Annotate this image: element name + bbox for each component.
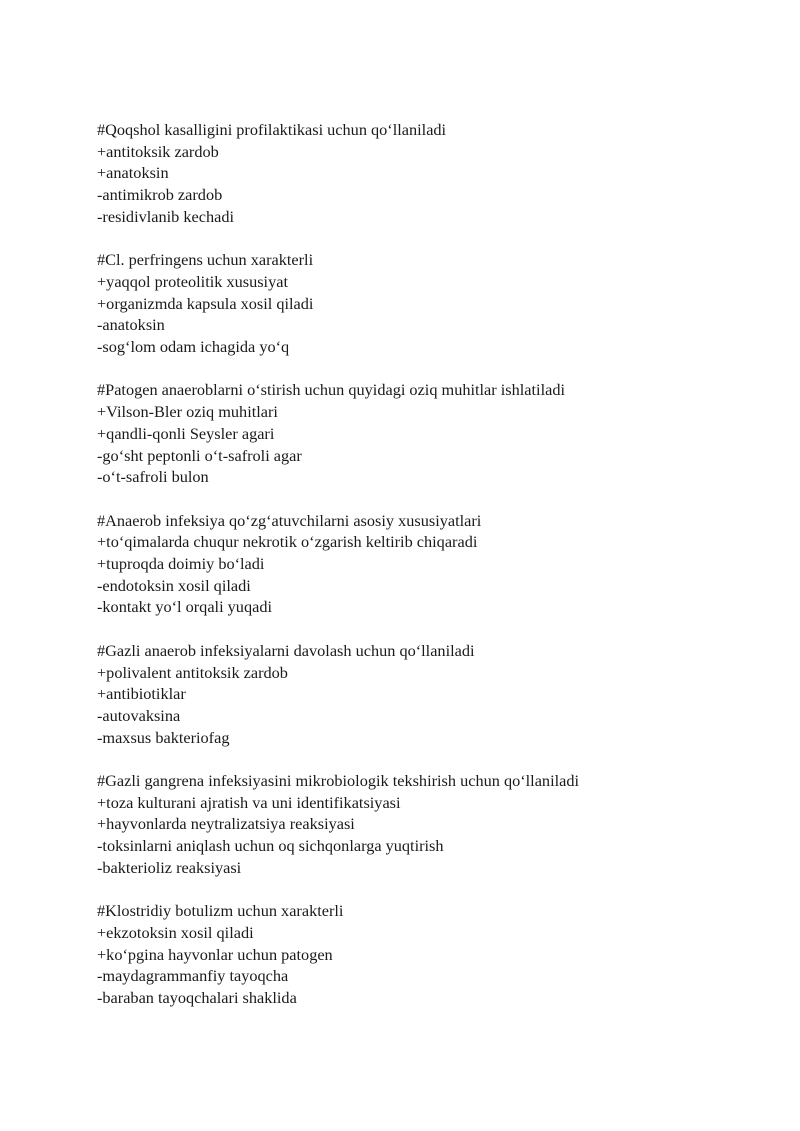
answer-option: -maxsus bakteriofag <box>97 727 230 747</box>
answer-option: +tuproqda doimiy bo‘ladi <box>97 554 265 574</box>
answer-option: -residivlanib kechadi <box>97 206 234 226</box>
answer-option: -sog‘lom odam ichagida yo‘q <box>97 337 290 357</box>
question-block <box>97 119 777 228</box>
answer-option: -baraban tayoqchalari shaklida <box>97 988 297 1008</box>
answer-option: +anatoksin <box>97 163 169 183</box>
question-block <box>97 640 777 749</box>
answer-option: -endotoksin xosil qiladi <box>97 575 251 595</box>
answer-option: +to‘qimalarda chuqur nekrotik o‘zgarish keltirib chiqaradi <box>97 532 478 552</box>
answer-option: -autovaksina <box>97 705 181 725</box>
answer-option: +antibiotiklar <box>97 684 186 704</box>
question-block <box>97 249 777 358</box>
question-block <box>97 510 777 619</box>
question-block <box>97 900 777 1009</box>
answer-option: +polivalent antitoksik zardob <box>97 662 288 682</box>
answer-option: +ko‘pgina hayvonlar uchun patogen <box>97 944 333 964</box>
answer-option: -anatoksin <box>97 315 165 335</box>
answer-option: +hayvonlarda neytralizatsiya reaksiyasi <box>97 814 355 834</box>
answer-option: +toza kulturani ajratish va uni identifikatsiyasi <box>97 792 401 812</box>
question-stem: #Qoqshol kasalligini profilaktikasi uchun qo‘llaniladi <box>97 120 447 139</box>
answer-option: -bakterioliz reaksiyasi <box>97 857 242 877</box>
answer-option: -toksinlarni aniqlash uchun oq sichqonlarga yuqtirish <box>97 836 444 856</box>
answer-option: -antimikrob zardob <box>97 185 223 205</box>
question-stem: #Anaerob infeksiya qo‘zg‘atuvchilarni asosiy xususiyatlari <box>97 510 482 530</box>
answer-option: +organizmda kapsula xosil qiladi <box>97 293 314 313</box>
question-stem: #Gazli gangrena infeksiyasini mikrobiologik tekshirish uchun qo‘llaniladi <box>97 771 580 791</box>
question-block <box>97 379 777 488</box>
answer-option: -kontakt yo‘l orqali yuqadi <box>97 597 272 617</box>
question-stem: #Gazli anaerob infeksiyalarni davolash uchun qo‘llaniladi <box>97 640 475 660</box>
answer-option: +qandli-qonli Seysler agari <box>97 423 275 443</box>
question-stem: #Cl. perfringens uchun xarakterli <box>97 250 314 270</box>
document-page <box>97 119 777 1030</box>
answer-option: +yaqqol proteolitik xususiyat <box>97 271 288 291</box>
question-stem: #Klostridiy botulizm uchun xarakterli <box>97 901 344 921</box>
answer-option: -maydagrammanfiy tayoqcha <box>97 966 289 986</box>
answer-option: +Vilson-Bler oziq muhitlari <box>97 402 278 422</box>
answer-option: +antitoksik zardob <box>97 141 219 161</box>
answer-option: -go‘sht peptonli o‘t-safroli agar <box>97 445 302 465</box>
question-stem: #Patogen anaeroblarni o‘stirish uchun quyidagi oziq muhitlar ishlatiladi <box>97 380 565 400</box>
answer-option: -o‘t-safroli bulon <box>97 467 209 487</box>
question-block <box>97 770 777 879</box>
answer-option: +ekzotoksin xosil qiladi <box>97 922 254 942</box>
